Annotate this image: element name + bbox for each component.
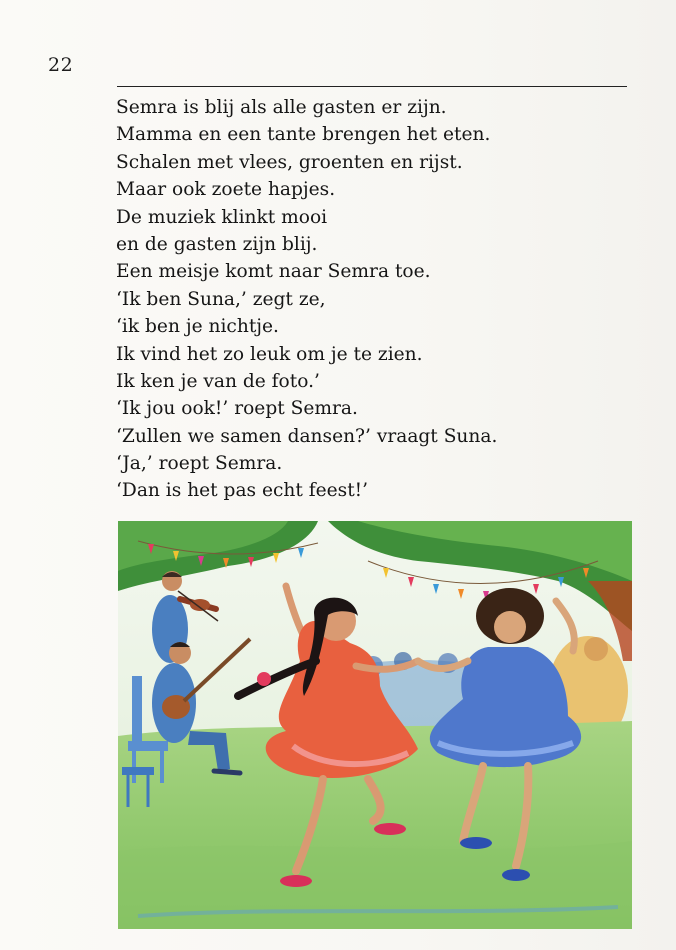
story-line: Mamma en een tante brengen het eten. [116,124,491,146]
story-line: De muziek klinkt mooi [116,206,328,228]
story-line: en de gasten zijn blij. [116,233,318,255]
dance-illustration [118,521,632,929]
story-line: ‘Ik jou ook!’ roept Semra. [116,398,358,420]
story-line: ‘Dan is het pas echt feest!’ [116,480,369,502]
story-line: Semra is blij als alle gasten er zijn. [116,97,447,118]
story-line: ‘Ik ben Suna,’ zegt ze, [116,288,326,310]
story-text [116,94,636,505]
header-rule [117,86,627,87]
story-line: ‘Zullen we samen dansen?’ vraagt Suna. [116,425,498,447]
story-line: Ik ken je van de foto.’ [116,370,320,392]
story-line: Ik vind het zo leuk om je te zien. [116,343,423,365]
story-line: Maar ook zoete hapjes. [116,179,336,201]
story-line: ‘ik ben je nichtje. [116,316,279,338]
page-number: 22 [48,54,74,76]
story-line: Schalen met vlees, groenten en rijst. [116,151,463,173]
story-line: ‘Ja,’ roept Semra. [116,453,283,475]
illustration-artwork [118,521,632,929]
story-line: Een meisje komt naar Semra toe. [116,261,431,283]
